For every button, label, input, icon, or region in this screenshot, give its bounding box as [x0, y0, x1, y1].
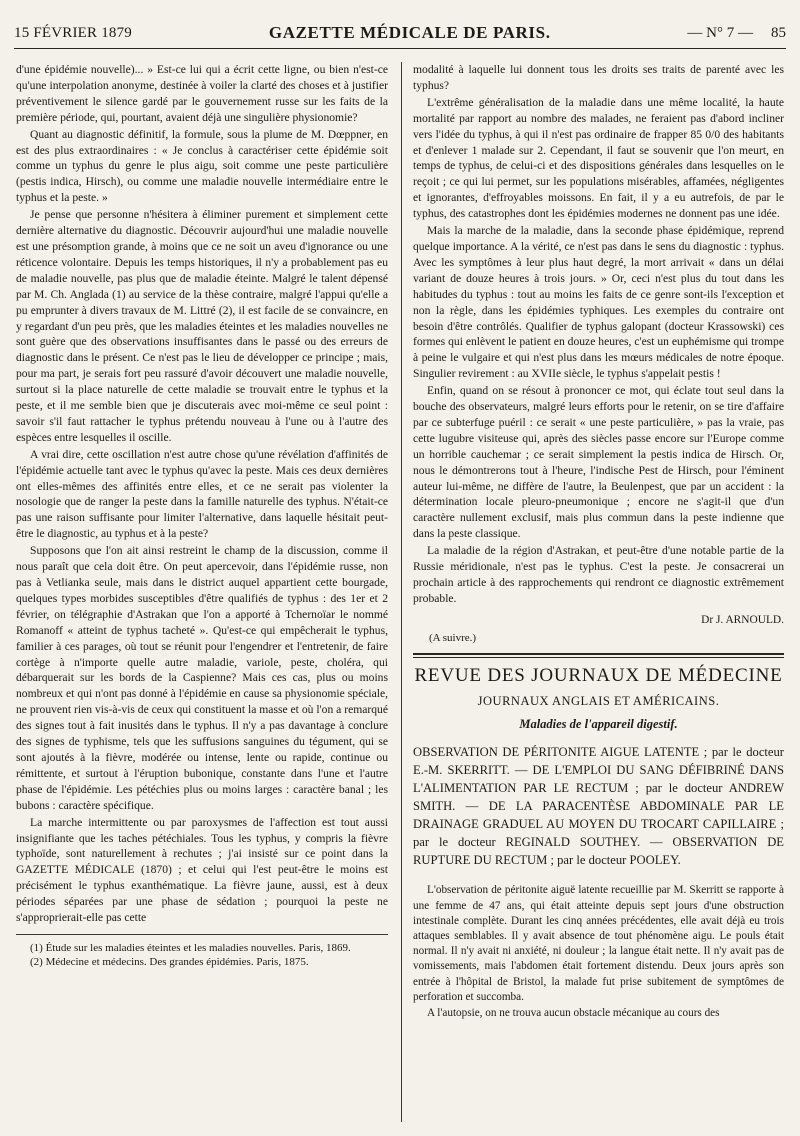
publication-title: GAZETTE MÉDICALE DE PARIS.	[268, 23, 551, 42]
paragraph: Je pense que personne n'hésitera à éliminer purement et simplement cette dernière alternative du diagnostic. Découvrir aujourd'hui une maladie nouvelle est une présomption grande, à moins que ce ne soit un aveu d'ignorance ou une réticence volontaire. Depuis les temps historiques, il n'y a probablement pas eu de maladie nouvelle, pas plus que de maladie éteinte. Malgré le talent dépensé par M. Ch. Anglada (1) au service de la thèse contraire, malgré l'appui qu'elle a pu emprunter à divers travaux de M. Littré (2), il est facile de se convaincre, en y regardant d'un peu près, que les maladies éteintes et les maladies nouvelles ne sont guère que des observations insuffisantes dans le passé ou des erreurs de diagnostic dans le présent. Ce n'est pas le lieu de développer ce principe ; mais, pour ma part, je serais fort peu rassuré d'avoir découvert une maladie nouvelle, surtout si la place naturelle de cette maladie se trouvait entre le typhus et la peste, et il me semble bien que je discuterais avec moi-même ce seul point : savoir s'il faut rattacher le typhus prétendu nouveau à l'une ou à l'autre des espèces entre lesquelles il oscille.	[16, 208, 388, 444]
paragraph: A vrai dire, cette oscillation n'est autre chose qu'une révélation d'affinités de l'épidémie actuelle tant avec le typhus qu'avec la peste. Mais ces deux dernières ont elles-mêmes des affinités entre elles, et ce ne serait pas violenter la nosologie que de ranger la peste dans la famille naturelle des typhus. N'était-ce pas une raison suffisante pour limiter l'alternative, dans laquelle hésitait peut-être le diagnostic, au typhus et à la peste?	[16, 447, 388, 541]
footnote: (1) Étude sur les maladies éteintes et les maladies nouvelles. Paris, 1869.	[30, 941, 351, 954]
review-subtitle: JOURNAUX ANGLAIS ET AMÉRICAINS.	[477, 693, 720, 708]
section-rule	[413, 653, 784, 658]
footnote: (2) Médecine et médecins. Des grandes épidémies. Paris, 1875.	[30, 955, 309, 968]
left-column	[16, 62, 388, 1122]
page-number: 85	[771, 24, 786, 41]
column-divider	[401, 62, 402, 1122]
paragraph: d'une épidémie nouvelle)... » Est-ce lui qui a écrit cette ligne, ou bien n'est-ce qu'une interpolation anonyme, destinée à voiler la clarté des choses et à justifier préventivement le silence gardé par le gouvernement russe sur les faits de la première période, qui, pourtant, avaient déjà une singulière physionomie?	[16, 63, 388, 124]
observation-list: OBSERVATION DE PÉRITONITE AIGUE LATENTE ; par le docteur E.-M. SKERRITT. — DE L'EMPLOI DU SANG DÉFIBRINÉ DANS L'ALIMENTATION PAR LE RECTUM ; par le docteur ANDREW SMITH. — DE LA PARACENTÈSE ABDOMINALE PAR LE DRAINAGE GRADUEL AU MOYEN DU TROCART CAPILLAIRE ; par le docteur REGINALD SOUTHEY. — OBSERVATION DE RUPTURE DU RECTUM ; par le docteur POOLEY.	[413, 745, 784, 868]
paragraph: L'extrême généralisation de la maladie dans une même localité, la haute mortalité par rapport au nombre des malades, ne feraient pas d'abord incliner vers l'idée du typhus, à qui il n'est pas ordinaire de frapper 85 0/0 des habitants et d'enlever 1 malade sur 2. Cependant, il faut se souvenir que l'on meurt, en temps de typhus, de celui-ci et des dispositions générales dans lesquelles on le reçoit ; ce qui lui permet, sur les populations misérables, affamées, négligentes et ignorantes, d'effroyables moissons. En fait, il y a eu autrefois, de par le typhus, des catastrophes dont les épidémies modernes ne donnent pas une idée.	[413, 95, 784, 221]
review-section-heading: Maladies de l'appareil digestif.	[519, 717, 678, 732]
paragraph: Quant au diagnostic définitif, la formule, sous la plume de M. Dœppner, en est des plus extraordinaires : « Je conclus à caractériser cette épidémie soit comme un typhus du genre le plus aigu, soit comme une peste particulière (pestis indica, Hirsch), ou comme une maladie nouvelle intermédiaire entre le typhus et la peste. »	[16, 127, 388, 205]
page-header	[14, 18, 786, 49]
paragraph: Mais la marche de la maladie, dans la seconde phase épidémique, reprend quelque importance. A la vérité, ce n'est pas dans le sens du diagnostic : typhus. Avec les symptômes à leur plus haut degré, la mort arrivait « dans un délai variant de douze heures à trois jours. » Or, ceci n'est plus du tout dans les habitudes du typhus : tout au moins les faits de ce genre sont-ils l'exception et non la règle, dans les épidémies typhiques. Les exemples du contraire ont besoin d'être contrôlés. Qualifier de typhus galopant (docteur Krassowski) ces formes qui enlèvent le patient en douze heures, c'est un euphémisme qui trompe à peine le vulgaire et qui n'est plus dans les mœurs médicales de notre époque. Singulier revirement : au XVIIe siècle, le typhus s'appelait pestis !	[413, 224, 784, 381]
paragraph: Enfin, quand on se résout à prononcer ce mot, qui éclate tout seul dans la bouche des observateurs, malgré leurs efforts pour le retenir, on se tire d'affaire par ce subterfuge puéril : ce serait « une peste particulière, » pas la vraie, pas cette lugubre visiteuse qui, après des siècles passe encore sur l'Europe comme un horrible cauchemar ; ce serait simplement la pestis indica de Hirsch. Or, nous le démontrerons tout à l'heure, l'indische Pest de Hirsch, pour l'éminent auteur lui-même, ne diffère de l'autre, la Beulenpest, que par un accident : la détermination locale pleuro-pneumonique ; encore ne s'agit-il que d'un caractère nullement exclusif, mais plus commun dans la peste indienne que dans la peste classique.	[413, 384, 784, 541]
author-signature: Dr J. ARNOULD.	[701, 613, 784, 626]
paragraph: modalité à laquelle lui donnent tous les droits ses traits de parenté avec les typhus?	[413, 63, 784, 92]
paragraph: La maladie de la région d'Astrakan, et peut-être d'une notable partie de la Russie méridionale, n'est pas le typhus. C'est la peste. Je consacrerai un prochain article à des rapprochements qui rendront ce diagnostic extrêmement probable.	[413, 544, 784, 605]
paragraph: Supposons que l'on ait ainsi restreint le champ de la discussion, comme il nous paraît que cela doit être. On peut apercevoir, dans l'épidémie russe, non pas à Vetlianka seule, mais dans le district auquel appartient cette bourgade, quelques types morbides susceptibles d'être qualifiés de typhus : des 1er et 2 février, on télégraphie d'Astrakan que l'on a apporté à Tchernoïar le nommé Romanoff « atteint de typhus tacheté ». Qu'est-ce qui empêcherait le typhus, familier à ces parages, où tout se réunit pour l'engendrer et l'entretenir, de faire cortège à n'importe quelle autre maladie, variole, peste, choléra, qui débarquerait sur les bords de la Caspienne? Mais ces cas, plus ou moins nombreux et qui n'ont pas donné à l'épidémie en cause sa physionomie spéciale, ne prouvent rien vis-à-vis de ceux qui constituent la masse et où l'on a remarqué des signes tout à fait inusités dans le typhus. Il n'y a pas davantage à conclure des signes de typhisme, tels que les suffusions sanguines du tégument, qui se sont ajoutés à la fièvre, modérée ou intense, lente ou rapide, continue ou rémittente, et surtout à l'éruption bubonique, constante dans l'une et l'autre phase de l'épidémie. Les pétéchies plus ou moins larges : caractère banal ; les bubons : caractère spécifique.	[16, 544, 388, 812]
to-be-continued: (A suivre.)	[429, 631, 477, 644]
review-title: REVUE DES JOURNAUX DE MÉDECINE	[414, 664, 783, 686]
paragraph: La marche intermittente ou par paroxysmes de l'affection est tout aussi insignifiante que les taches pétéchiales. Tous les typhus, y compris la fièvre typhoïde, sont naturellement à rechutes ; j'ai insisté sur ce point dans la GAZETTE MÉDICALE (1870) ; et celui qui l'est peut-être le moins est précisément le typhus exanthématique. La fièvre jaune, aussi, est à deux périodes séparées par une phase de sédation ; pourquoi la peste ne s'approprierait-elle pas cette	[16, 815, 388, 925]
paragraph: A l'autopsie, on ne trouva aucun obstacle mécanique au cours des	[427, 1006, 720, 1019]
paragraph: L'observation de péritonite aiguë latente recueillie par M. Skerritt se rapporte à une femme de 47 ans, qui était atteinte depuis sept jours d'une obstruction intestinale complète. Durant les cinq années précédentes, elle avait déjà eu trois attaques semblables. Il y avait absence de tout phénomène aigu. Le pouls était normal. Il n'y avait ni anxiété, ni douleur ; la langue était nette. Il n'y avait pas de vomissements, mais l'abdomen était fortement distendu. Deux jours après son entrée à l'hôpital de Bristol, la malade fut prise subitement de symptômes de perforation et succomba.	[413, 884, 784, 1003]
issue-date: 15 FÉVRIER 1879	[14, 24, 133, 41]
issue-info	[687, 25, 786, 42]
right-column	[413, 62, 784, 1122]
footnotes	[16, 934, 388, 969]
issue-number: — N° 7 —	[687, 24, 753, 41]
